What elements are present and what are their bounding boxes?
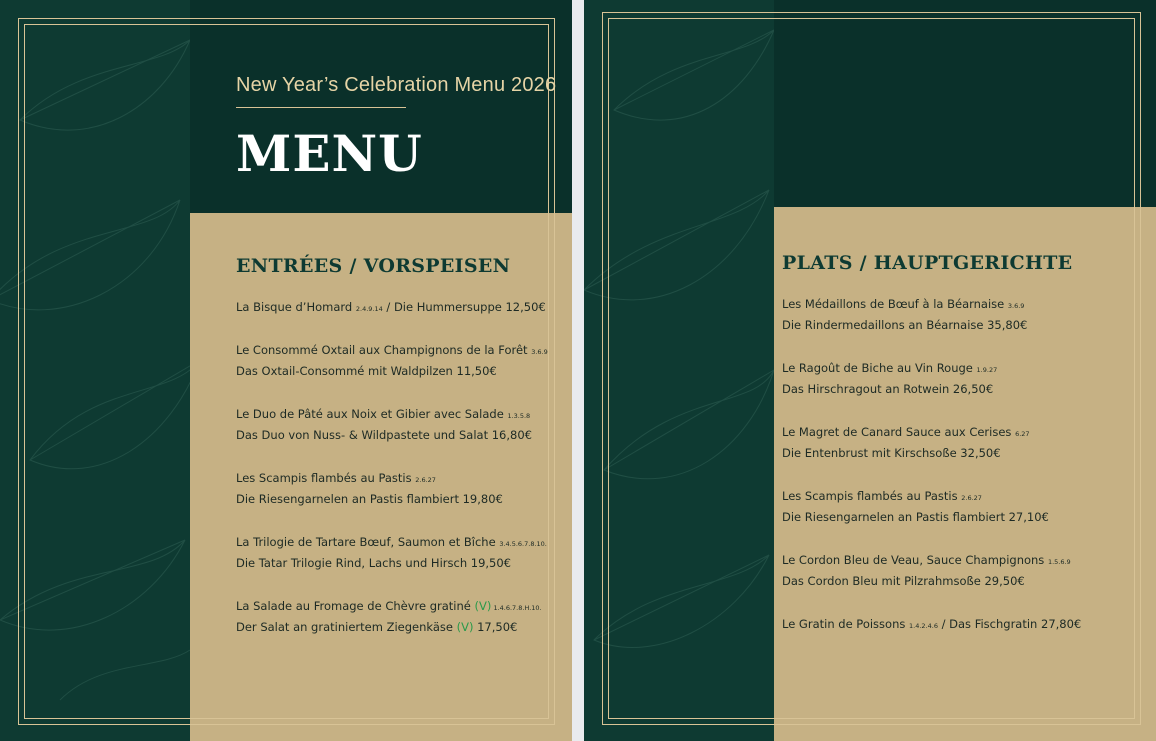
allergen-codes: 2.4.9.14: [355, 305, 383, 313]
section-title-entrees: ENTRÉES / VORSPEISEN: [236, 255, 511, 277]
allergen-codes: 2.6.27: [961, 494, 982, 502]
menu-page-left: [0, 0, 572, 741]
menu-item: [782, 294, 1122, 336]
allergen-codes: 3.6.9: [1007, 302, 1025, 310]
item-name-de-price: Die Riesengarnelen an Pastis flambiert 27,10€: [782, 510, 1049, 524]
item-name-fr: Le Duo de Pâté aux Noix et Gibier avec Salade: [236, 407, 508, 421]
allergen-codes: 1.3.5.8: [507, 412, 531, 420]
item-name-de-price: Die Tatar Trilogie Rind, Lachs und Hirsch 19,50€: [236, 556, 512, 570]
item-name-de-price: / Die Hummersuppe 12,50€: [382, 300, 546, 314]
allergen-codes: 6.27: [1015, 430, 1030, 438]
item-name-fr: La Trilogie de Tartare Bœuf, Saumon et Bîche: [236, 535, 500, 549]
item-name-de-price: Die Rindermedaillons an Béarnaise 35,80€: [782, 318, 1028, 332]
allergen-codes: 3.6.9: [531, 348, 548, 356]
item-name-fr: La Salade au Fromage de Chèvre gratiné: [236, 599, 475, 613]
vegetarian-mark: (V): [456, 620, 474, 634]
menu-title: MENU: [236, 124, 423, 183]
item-name-de-price: Das Duo von Nuss- & Wildpastete und Salat 16,80€: [236, 428, 532, 442]
entrees-list: [236, 297, 556, 638]
mains-list: [782, 294, 1122, 635]
item-name-fr: La Bisque d’Homard: [236, 300, 356, 314]
menu-item: [782, 486, 1122, 528]
menu-item: [236, 468, 556, 510]
allergen-codes: 2.6.27: [415, 476, 436, 484]
item-name-de-price: Das Oxtail-Consommé mit Waldpilzen 11,50€: [236, 364, 497, 378]
menu-item: [236, 532, 556, 574]
menu-item: [236, 340, 556, 382]
item-name-de: Der Salat an gratiniertem Ziegenkäse: [236, 620, 457, 634]
item-name-de-price: / Das Fischgratin 27,80€: [937, 617, 1082, 631]
item-name-fr: Le Ragoût de Biche au Vin Rouge: [782, 361, 977, 375]
item-name-de-price: Das Cordon Bleu mit Pilzrahmsoße 29,50€: [782, 574, 1025, 588]
vegetarian-mark: (V): [474, 599, 492, 613]
item-name-fr: Le Magret de Canard Sauce aux Cerises: [782, 425, 1016, 439]
allergen-codes: 1.5.6.9: [1047, 558, 1071, 566]
item-name-fr: Les Médaillons de Bœuf à la Béarnaise: [782, 297, 1008, 311]
item-price: 17,50€: [473, 620, 518, 634]
allergen-codes: 3.4.5.6.7.8.10.: [499, 540, 547, 548]
item-name-fr: Le Cordon Bleu de Veau, Sauce Champignons: [782, 553, 1048, 567]
item-name-de-price: Die Riesengarnelen an Pastis flambiert 19,80€: [236, 492, 503, 506]
item-name-de-price: Das Hirschragout an Rotwein 26,50€: [782, 382, 994, 396]
allergen-codes: 1.4.2.4.6: [909, 622, 938, 630]
menu-subtitle: New Year’s Celebration Menu 2026: [236, 74, 557, 96]
menu-page-right: [584, 0, 1156, 741]
menu-item: [782, 422, 1122, 464]
allergen-codes: 1.4.6.7.8.H.10.: [491, 604, 542, 612]
subtitle-underline: [236, 107, 406, 108]
menu-item: [782, 358, 1122, 400]
section-title-mains: PLATS / HAUPTGERICHTE: [782, 252, 1073, 274]
menu-item: [236, 297, 556, 318]
menu-item: [782, 614, 1122, 635]
allergen-codes: 1.9.27: [976, 366, 998, 374]
menu-item: [782, 550, 1122, 592]
menu-item: [236, 404, 556, 446]
item-name-fr: Les Scampis flambés au Pastis: [782, 489, 962, 503]
item-name-fr: Le Consommé Oxtail aux Champignons de la Forêt: [236, 343, 532, 357]
menu-item: [236, 596, 556, 638]
item-name-de-price: Die Entenbrust mit Kirschsoße 32,50€: [782, 446, 1001, 460]
item-name-fr: Les Scampis flambés au Pastis: [236, 471, 416, 485]
item-name-fr: Le Gratin de Poissons: [782, 617, 910, 631]
